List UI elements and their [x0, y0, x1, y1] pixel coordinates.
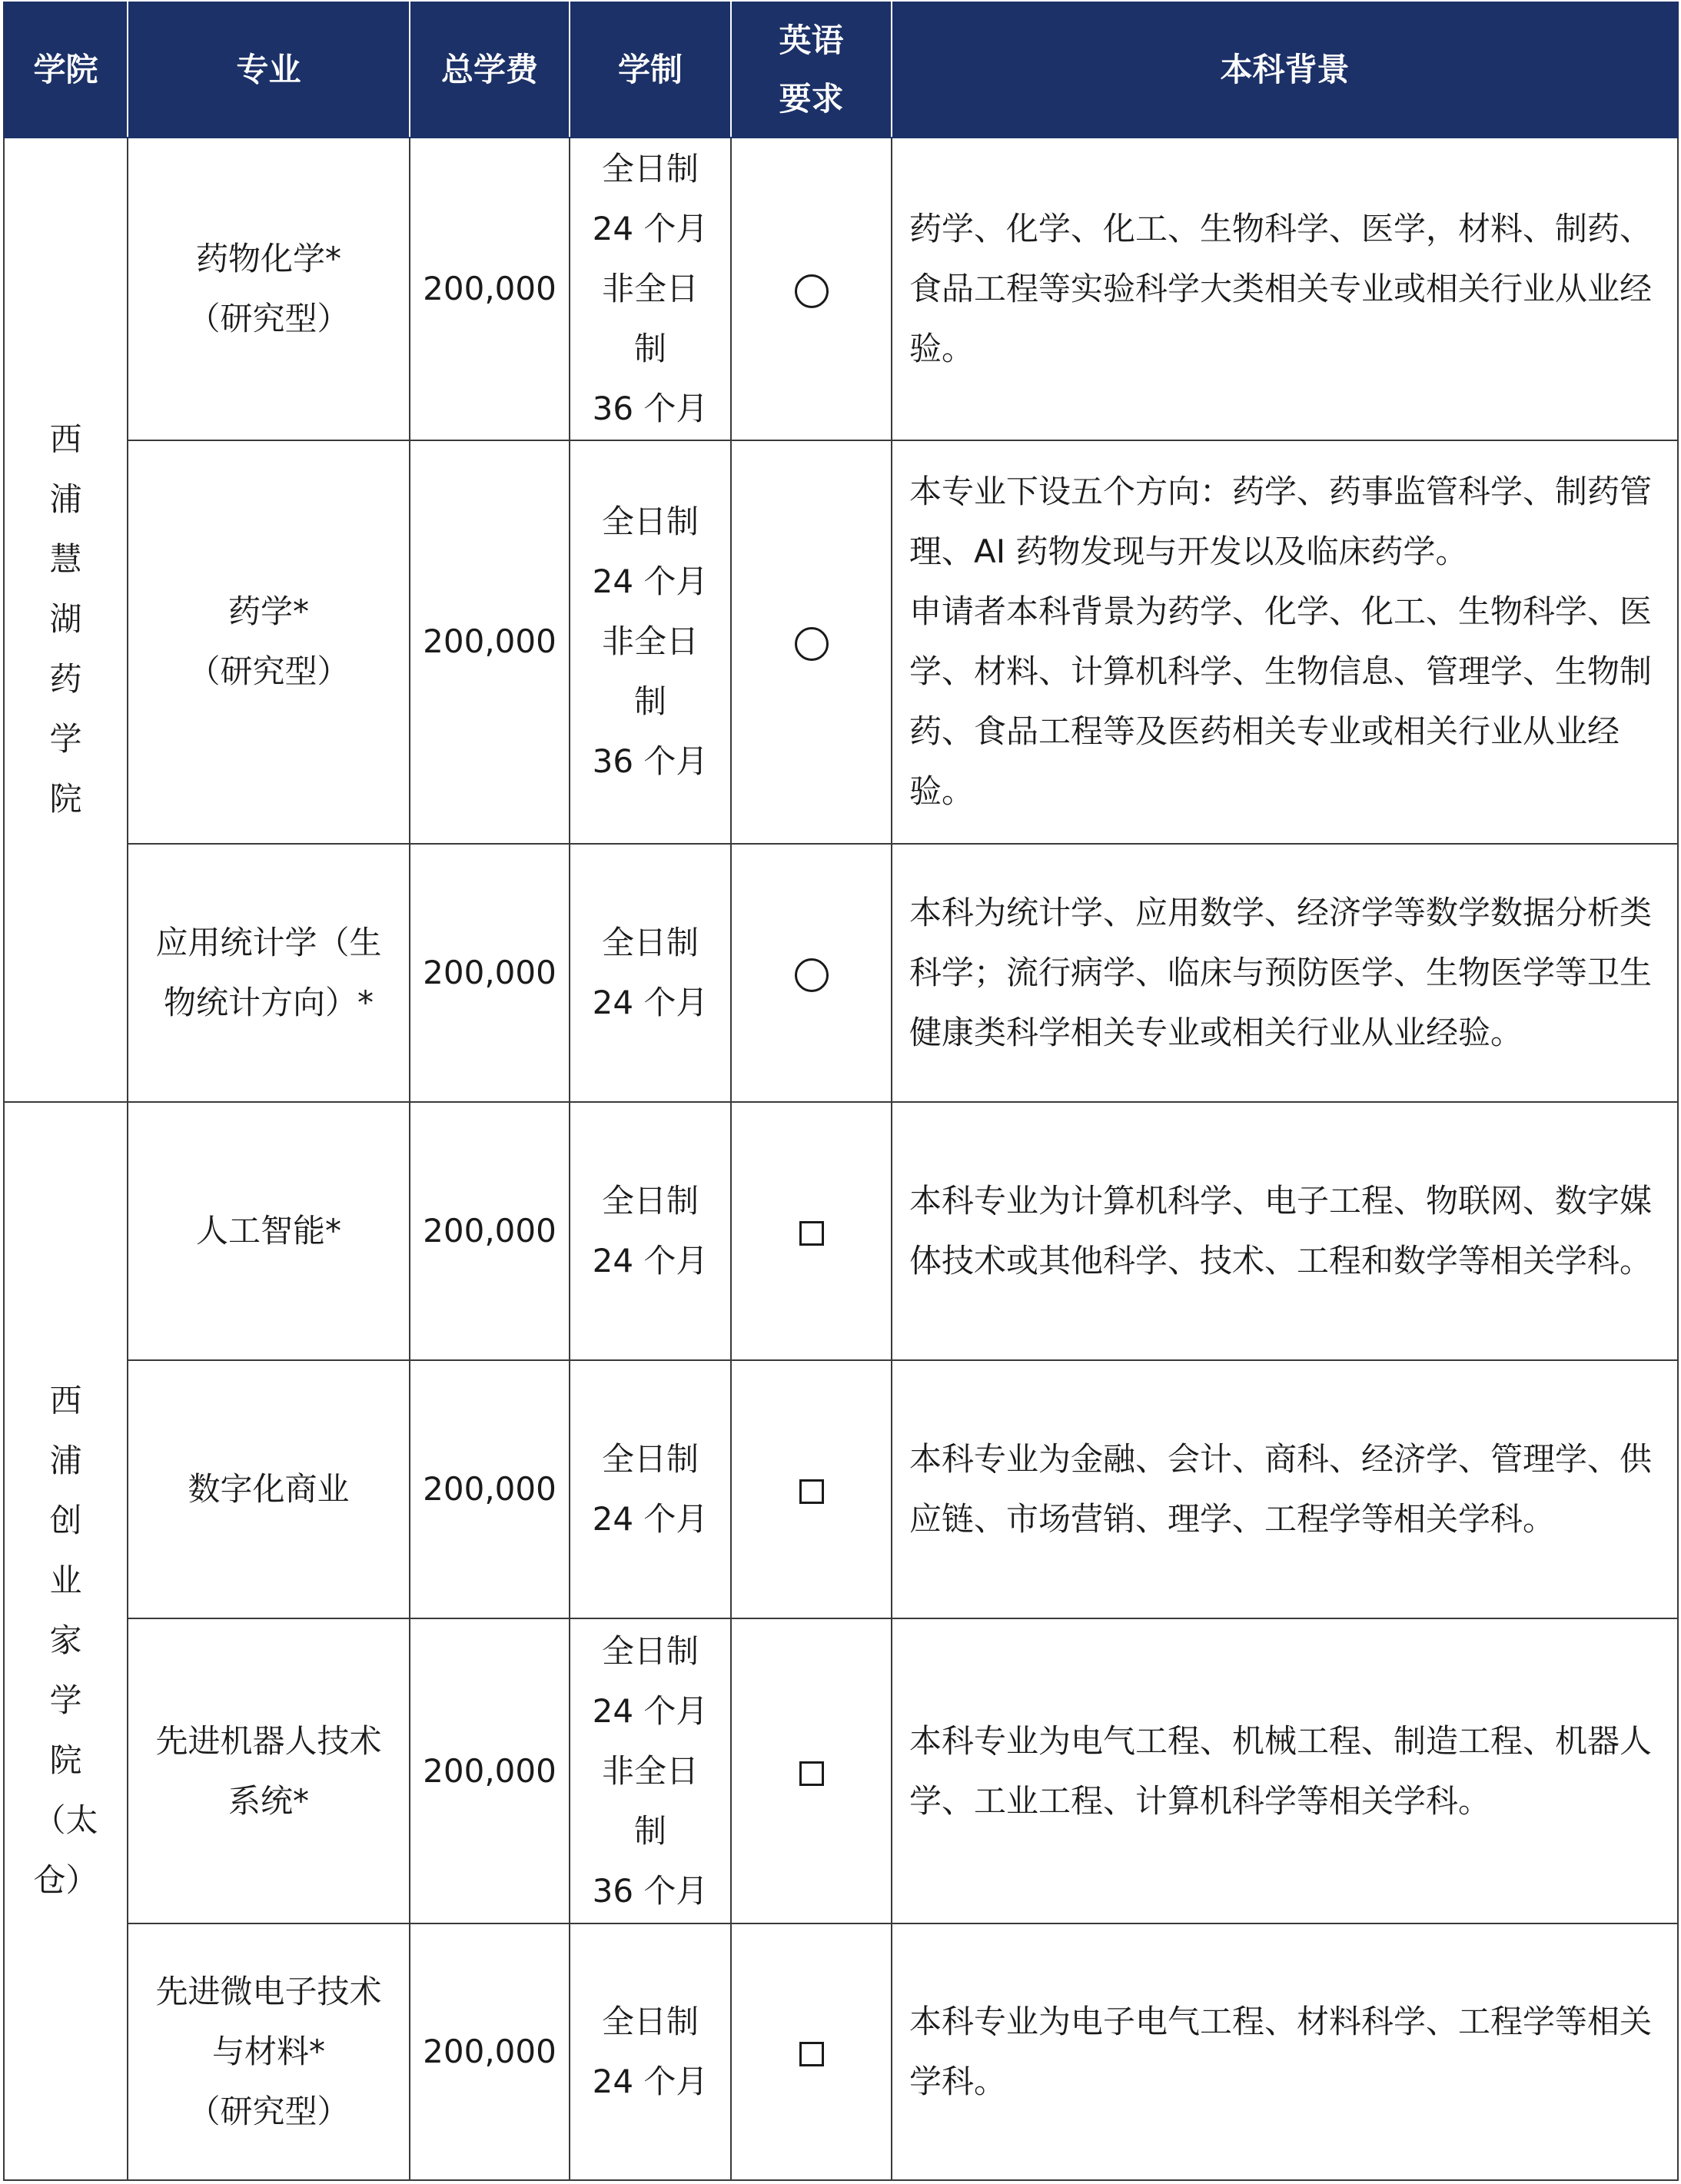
header-college: 学院: [4, 2, 128, 138]
major-cell: 数字化商业: [128, 1360, 410, 1618]
fee-cell: 200,000: [410, 1360, 570, 1618]
duration-cell: 全日制 24 个月 非全日 制 36 个月: [570, 138, 731, 440]
background-cell: 本科专业为计算机科学、电子工程、物联网、数字媒体技术或其他科学、技术、工程和数学等相关学科。: [892, 1102, 1678, 1360]
fee-cell: 200,000: [410, 1102, 570, 1360]
background-cell: 本科为统计学、应用数学、经济学等数学数据分析类科学；流行病学、临床与预防医学、生物医学等卫生健康类科学相关专业或相关行业从业经验。: [892, 844, 1678, 1102]
major-cell: 人工智能*: [128, 1102, 410, 1360]
circle-icon: [795, 274, 829, 308]
header-row: [4, 2, 1678, 138]
major-cell: 药学* （研究型）: [128, 440, 410, 843]
background-cell: 本科专业为电子电气工程、材料科学、工程学等相关学科。: [892, 1923, 1678, 2180]
header-duration: 学制: [570, 2, 731, 138]
duration-cell: 全日制 24 个月 非全日 制 36 个月: [570, 1618, 731, 1923]
major-cell: 应用统计学（生 物统计方向）*: [128, 844, 410, 1102]
college-cell: 西 浦 创 业 家 学 院 （太 仓）: [4, 1102, 128, 2180]
major-cell: 先进机器人技术 系统*: [128, 1618, 410, 1923]
table-row: [4, 1102, 1678, 1360]
english-cell: [731, 1923, 892, 2180]
table-row: [4, 1618, 1678, 1923]
header-background: 本科背景: [892, 2, 1678, 138]
duration-cell: 全日制 24 个月: [570, 1923, 731, 2180]
fee-cell: 200,000: [410, 1618, 570, 1923]
english-cell: [731, 138, 892, 440]
english-cell: [731, 440, 892, 843]
duration-cell: 全日制 24 个月: [570, 1102, 731, 1360]
square-icon: [799, 1479, 824, 1504]
college-cell: 西 浦 慧 湖 药 学 院: [4, 138, 128, 1102]
header-english: 英语 要求: [731, 2, 892, 138]
fee-cell: 200,000: [410, 1923, 570, 2180]
background-cell: 本科专业为金融、会计、商科、经济学、管理学、供应链、市场营销、理学、工程学等相关学科。: [892, 1360, 1678, 1618]
duration-cell: 全日制 24 个月: [570, 1360, 731, 1618]
header-fee: 总学费: [410, 2, 570, 138]
fee-cell: 200,000: [410, 138, 570, 440]
square-icon: [799, 2042, 824, 2066]
english-cell: [731, 1102, 892, 1360]
background-cell: 药学、化学、化工、生物科学、医学，材料、制药、食品工程等实验科学大类相关专业或相关行业从业经验。: [892, 138, 1678, 440]
table-row: [4, 1923, 1678, 2180]
circle-icon: [795, 958, 829, 992]
major-cell: 先进微电子技术 与材料* （研究型）: [128, 1923, 410, 2180]
english-cell: [731, 1360, 892, 1618]
programs-table: [3, 2, 1679, 2181]
english-cell: [731, 844, 892, 1102]
duration-cell: 全日制 24 个月 非全日 制 36 个月: [570, 440, 731, 843]
background-cell: 本专业下设五个方向：药学、药事监管科学、制药管理、AI 药物发现与开发以及临床药学。 申请者本科背景为药学、化学、化工、生物科学、医学、材料、计算机科学、生物信息、管理学、生物制药、食品工程等及医药相关专业或相关行业从业经验。: [892, 440, 1678, 843]
table-row: [4, 440, 1678, 843]
english-cell: [731, 1618, 892, 1923]
square-icon: [799, 1761, 824, 1786]
fee-cell: 200,000: [410, 440, 570, 843]
circle-icon: [795, 627, 829, 661]
table-row: [4, 1360, 1678, 1618]
duration-cell: 全日制 24 个月: [570, 844, 731, 1102]
table-row: [4, 844, 1678, 1102]
major-cell: 药物化学* （研究型）: [128, 138, 410, 440]
header-major: 专业: [128, 2, 410, 138]
square-icon: [799, 1221, 824, 1246]
table-row: [4, 138, 1678, 440]
fee-cell: 200,000: [410, 844, 570, 1102]
background-cell: 本科专业为电气工程、机械工程、制造工程、机器人学、工业工程、计算机科学等相关学科。: [892, 1618, 1678, 1923]
